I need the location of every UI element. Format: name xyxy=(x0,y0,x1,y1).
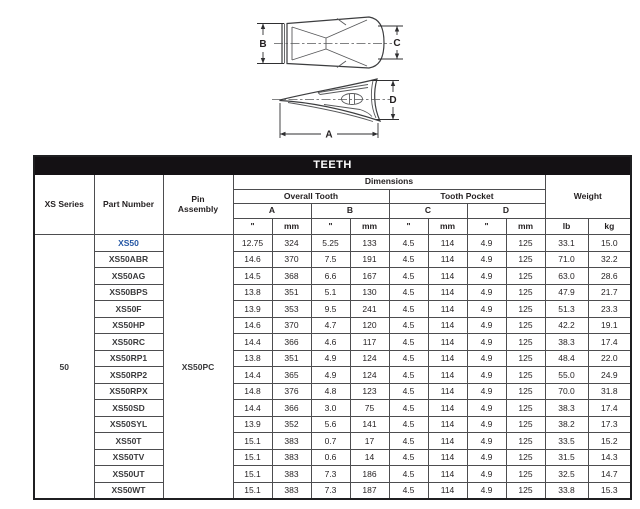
value-cell: 376 xyxy=(272,383,311,400)
value-cell: 71.0 xyxy=(545,251,588,268)
teeth-table-body xyxy=(34,235,631,500)
unit-header-in: " xyxy=(311,219,350,235)
value-cell: 4.7 xyxy=(311,317,350,334)
value-cell: 4.9 xyxy=(467,416,506,433)
value-cell: 125 xyxy=(506,482,545,499)
value-cell: 24.9 xyxy=(588,367,631,384)
value-cell: 125 xyxy=(506,317,545,334)
part-number-cell: XS50SD xyxy=(94,400,163,417)
value-cell: 4.5 xyxy=(389,235,428,252)
value-cell: 4.9 xyxy=(467,482,506,499)
value-cell: 125 xyxy=(506,383,545,400)
col-header-xs-series: XS Series xyxy=(34,175,94,235)
value-cell: 4.5 xyxy=(389,449,428,466)
value-cell: 4.5 xyxy=(389,400,428,417)
pin-assembly-value: XS50PC xyxy=(163,235,233,500)
value-cell: 4.9 xyxy=(467,400,506,417)
tooth-dimension-drawing xyxy=(240,8,420,150)
value-cell: 48.4 xyxy=(545,350,588,367)
value-cell: 4.5 xyxy=(389,482,428,499)
value-cell: 4.5 xyxy=(389,466,428,483)
value-cell: 365 xyxy=(272,367,311,384)
value-cell: 114 xyxy=(428,367,467,384)
part-number-cell: XS50SYL xyxy=(94,416,163,433)
value-cell: 51.3 xyxy=(545,301,588,318)
unit-header-mm: mm xyxy=(428,219,467,235)
value-cell: 366 xyxy=(272,334,311,351)
value-cell: 114 xyxy=(428,235,467,252)
table-row xyxy=(34,416,631,433)
value-cell: 14.4 xyxy=(233,334,272,351)
value-cell: 241 xyxy=(350,301,389,318)
col-header-pin-assembly xyxy=(163,175,233,235)
table-row xyxy=(34,466,631,483)
dim-label-d: D xyxy=(389,95,397,106)
value-cell: 15.1 xyxy=(233,466,272,483)
table-row xyxy=(34,482,631,499)
unit-header-mm: mm xyxy=(350,219,389,235)
value-cell: 4.9 xyxy=(467,466,506,483)
value-cell: 4.8 xyxy=(311,383,350,400)
unit-header-in: " xyxy=(389,219,428,235)
value-cell: 4.5 xyxy=(389,284,428,301)
table-row xyxy=(34,251,631,268)
teeth-table xyxy=(33,155,632,500)
table-row xyxy=(34,317,631,334)
value-cell: 17 xyxy=(350,433,389,450)
value-cell: 14.4 xyxy=(233,400,272,417)
value-cell: 17.4 xyxy=(588,334,631,351)
dim-label-a: A xyxy=(325,129,333,141)
value-cell: 125 xyxy=(506,334,545,351)
xs-series-value: 50 xyxy=(34,235,94,500)
value-cell: 114 xyxy=(428,284,467,301)
col-header-weight: Weight xyxy=(545,175,631,219)
value-cell: 32.2 xyxy=(588,251,631,268)
value-cell: 114 xyxy=(428,449,467,466)
value-cell: 114 xyxy=(428,383,467,400)
part-number-link[interactable]: XS50 xyxy=(94,235,163,252)
value-cell: 124 xyxy=(350,367,389,384)
value-cell: 4.9 xyxy=(467,251,506,268)
value-cell: 28.6 xyxy=(588,268,631,285)
value-cell: 14.6 xyxy=(233,251,272,268)
value-cell: 114 xyxy=(428,482,467,499)
col-header-tooth-pocket: Tooth Pocket xyxy=(389,190,545,204)
value-cell: 19.1 xyxy=(588,317,631,334)
value-cell: 55.0 xyxy=(545,367,588,384)
unit-header-lb: lb xyxy=(545,219,588,235)
part-number-cell: XS50BPS xyxy=(94,284,163,301)
value-cell: 124 xyxy=(350,350,389,367)
value-cell: 5.1 xyxy=(311,284,350,301)
value-cell: 15.1 xyxy=(233,433,272,450)
dim-label-b: B xyxy=(259,39,267,50)
unit-header-in: " xyxy=(233,219,272,235)
table-row xyxy=(34,449,631,466)
value-cell: 125 xyxy=(506,284,545,301)
part-number-cell: XS50F xyxy=(94,301,163,318)
value-cell: 38.3 xyxy=(545,334,588,351)
value-cell: 13.9 xyxy=(233,416,272,433)
part-number-cell: XS50AG xyxy=(94,268,163,285)
pin-assembly-label: Pin Assembly xyxy=(177,194,219,215)
unit-header-mm: mm xyxy=(506,219,545,235)
value-cell: 4.5 xyxy=(389,334,428,351)
col-header-overall-tooth: Overall Tooth xyxy=(233,190,389,204)
value-cell: 114 xyxy=(428,466,467,483)
value-cell: 191 xyxy=(350,251,389,268)
part-number-cell: XS50UT xyxy=(94,466,163,483)
value-cell: 125 xyxy=(506,367,545,384)
value-cell: 15.1 xyxy=(233,449,272,466)
table-row xyxy=(34,400,631,417)
dim-label-c: C xyxy=(393,38,401,49)
value-cell: 114 xyxy=(428,350,467,367)
col-header-dim-b: B xyxy=(311,204,389,219)
unit-header-mm: mm xyxy=(272,219,311,235)
value-cell: 4.9 xyxy=(311,367,350,384)
value-cell: 15.2 xyxy=(588,433,631,450)
col-header-dim-d: D xyxy=(467,204,545,219)
value-cell: 31.5 xyxy=(545,449,588,466)
value-cell: 4.9 xyxy=(467,268,506,285)
part-number-cell: XS50ABR xyxy=(94,251,163,268)
value-cell: 33.5 xyxy=(545,433,588,450)
value-cell: 22.0 xyxy=(588,350,631,367)
value-cell: 114 xyxy=(428,334,467,351)
tooth-side-view xyxy=(272,79,399,141)
value-cell: 4.9 xyxy=(467,449,506,466)
value-cell: 4.9 xyxy=(311,350,350,367)
value-cell: 114 xyxy=(428,268,467,285)
value-cell: 114 xyxy=(428,317,467,334)
value-cell: 167 xyxy=(350,268,389,285)
value-cell: 141 xyxy=(350,416,389,433)
tooth-top-view xyxy=(257,17,403,68)
value-cell: 130 xyxy=(350,284,389,301)
table-row xyxy=(34,301,631,318)
value-cell: 4.5 xyxy=(389,301,428,318)
value-cell: 4.9 xyxy=(467,383,506,400)
value-cell: 123 xyxy=(350,383,389,400)
value-cell: 4.5 xyxy=(389,350,428,367)
value-cell: 324 xyxy=(272,235,311,252)
value-cell: 70.0 xyxy=(545,383,588,400)
value-cell: 4.9 xyxy=(467,317,506,334)
value-cell: 366 xyxy=(272,400,311,417)
table-row xyxy=(34,284,631,301)
value-cell: 125 xyxy=(506,433,545,450)
value-cell: 351 xyxy=(272,284,311,301)
value-cell: 63.0 xyxy=(545,268,588,285)
value-cell: 0.7 xyxy=(311,433,350,450)
value-cell: 42.2 xyxy=(545,317,588,334)
col-header-dimensions: Dimensions xyxy=(233,175,545,190)
value-cell: 14.6 xyxy=(233,317,272,334)
value-cell: 187 xyxy=(350,482,389,499)
value-cell: 21.7 xyxy=(588,284,631,301)
table-row xyxy=(34,367,631,384)
table-row xyxy=(34,334,631,351)
value-cell: 125 xyxy=(506,400,545,417)
col-header-part-number: Part Number xyxy=(94,175,163,235)
value-cell: 9.5 xyxy=(311,301,350,318)
part-number-cell: XS50TV xyxy=(94,449,163,466)
value-cell: 4.5 xyxy=(389,433,428,450)
value-cell: 38.3 xyxy=(545,400,588,417)
value-cell: 125 xyxy=(506,301,545,318)
value-cell: 353 xyxy=(272,301,311,318)
value-cell: 133 xyxy=(350,235,389,252)
value-cell: 383 xyxy=(272,466,311,483)
value-cell: 125 xyxy=(506,449,545,466)
value-cell: 7.3 xyxy=(311,466,350,483)
value-cell: 7.3 xyxy=(311,482,350,499)
part-number-cell: XS50T xyxy=(94,433,163,450)
value-cell: 4.9 xyxy=(467,235,506,252)
value-cell: 4.5 xyxy=(389,367,428,384)
value-cell: 186 xyxy=(350,466,389,483)
value-cell: 0.6 xyxy=(311,449,350,466)
value-cell: 4.5 xyxy=(389,268,428,285)
value-cell: 7.5 xyxy=(311,251,350,268)
table-title: TEETH xyxy=(34,156,631,175)
value-cell: 13.8 xyxy=(233,284,272,301)
part-number-cell: XS50RPX xyxy=(94,383,163,400)
table-row xyxy=(34,383,631,400)
value-cell: 120 xyxy=(350,317,389,334)
value-cell: 6.6 xyxy=(311,268,350,285)
value-cell: 23.3 xyxy=(588,301,631,318)
value-cell: 47.9 xyxy=(545,284,588,301)
value-cell: 14.3 xyxy=(588,449,631,466)
part-number-cell: XS50RC xyxy=(94,334,163,351)
value-cell: 14.4 xyxy=(233,367,272,384)
value-cell: 352 xyxy=(272,416,311,433)
part-number-cell: XS50RP2 xyxy=(94,367,163,384)
value-cell: 17.4 xyxy=(588,400,631,417)
table-row xyxy=(34,433,631,450)
value-cell: 4.5 xyxy=(389,251,428,268)
value-cell: 125 xyxy=(506,350,545,367)
value-cell: 13.8 xyxy=(233,350,272,367)
value-cell: 114 xyxy=(428,416,467,433)
unit-header-kg: kg xyxy=(588,219,631,235)
value-cell: 114 xyxy=(428,433,467,450)
value-cell: 351 xyxy=(272,350,311,367)
value-cell: 15.1 xyxy=(233,482,272,499)
value-cell: 114 xyxy=(428,301,467,318)
part-number-cell: XS50RP1 xyxy=(94,350,163,367)
value-cell: 3.0 xyxy=(311,400,350,417)
value-cell: 4.9 xyxy=(467,367,506,384)
col-header-dim-c: C xyxy=(389,204,467,219)
value-cell: 14.7 xyxy=(588,466,631,483)
value-cell: 383 xyxy=(272,449,311,466)
value-cell: 125 xyxy=(506,416,545,433)
value-cell: 383 xyxy=(272,482,311,499)
value-cell: 114 xyxy=(428,251,467,268)
value-cell: 4.9 xyxy=(467,334,506,351)
value-cell: 75 xyxy=(350,400,389,417)
value-cell: 4.9 xyxy=(467,350,506,367)
value-cell: 370 xyxy=(272,251,311,268)
value-cell: 15.0 xyxy=(588,235,631,252)
value-cell: 117 xyxy=(350,334,389,351)
part-number-cell: XS50HP xyxy=(94,317,163,334)
value-cell: 383 xyxy=(272,433,311,450)
value-cell: 4.9 xyxy=(467,433,506,450)
value-cell: 14.5 xyxy=(233,268,272,285)
col-header-dim-a: A xyxy=(233,204,311,219)
value-cell: 114 xyxy=(428,400,467,417)
value-cell: 32.5 xyxy=(545,466,588,483)
value-cell: 125 xyxy=(506,251,545,268)
value-cell: 5.6 xyxy=(311,416,350,433)
value-cell: 13.9 xyxy=(233,301,272,318)
value-cell: 5.25 xyxy=(311,235,350,252)
unit-header-in: " xyxy=(467,219,506,235)
value-cell: 33.8 xyxy=(545,482,588,499)
value-cell: 14.8 xyxy=(233,383,272,400)
value-cell: 4.5 xyxy=(389,317,428,334)
table-row xyxy=(34,350,631,367)
part-number-cell: XS50WT xyxy=(94,482,163,499)
value-cell: 15.3 xyxy=(588,482,631,499)
value-cell: 38.2 xyxy=(545,416,588,433)
value-cell: 14 xyxy=(350,449,389,466)
value-cell: 368 xyxy=(272,268,311,285)
value-cell: 125 xyxy=(506,466,545,483)
value-cell: 12.75 xyxy=(233,235,272,252)
table-row xyxy=(34,268,631,285)
value-cell: 33.1 xyxy=(545,235,588,252)
value-cell: 4.9 xyxy=(467,301,506,318)
value-cell: 17.3 xyxy=(588,416,631,433)
value-cell: 125 xyxy=(506,235,545,252)
table-row xyxy=(34,235,631,252)
value-cell: 125 xyxy=(506,268,545,285)
value-cell: 31.8 xyxy=(588,383,631,400)
table-title-row xyxy=(34,156,631,175)
value-cell: 370 xyxy=(272,317,311,334)
value-cell: 4.6 xyxy=(311,334,350,351)
value-cell: 4.9 xyxy=(467,284,506,301)
value-cell: 4.5 xyxy=(389,383,428,400)
value-cell: 4.5 xyxy=(389,416,428,433)
